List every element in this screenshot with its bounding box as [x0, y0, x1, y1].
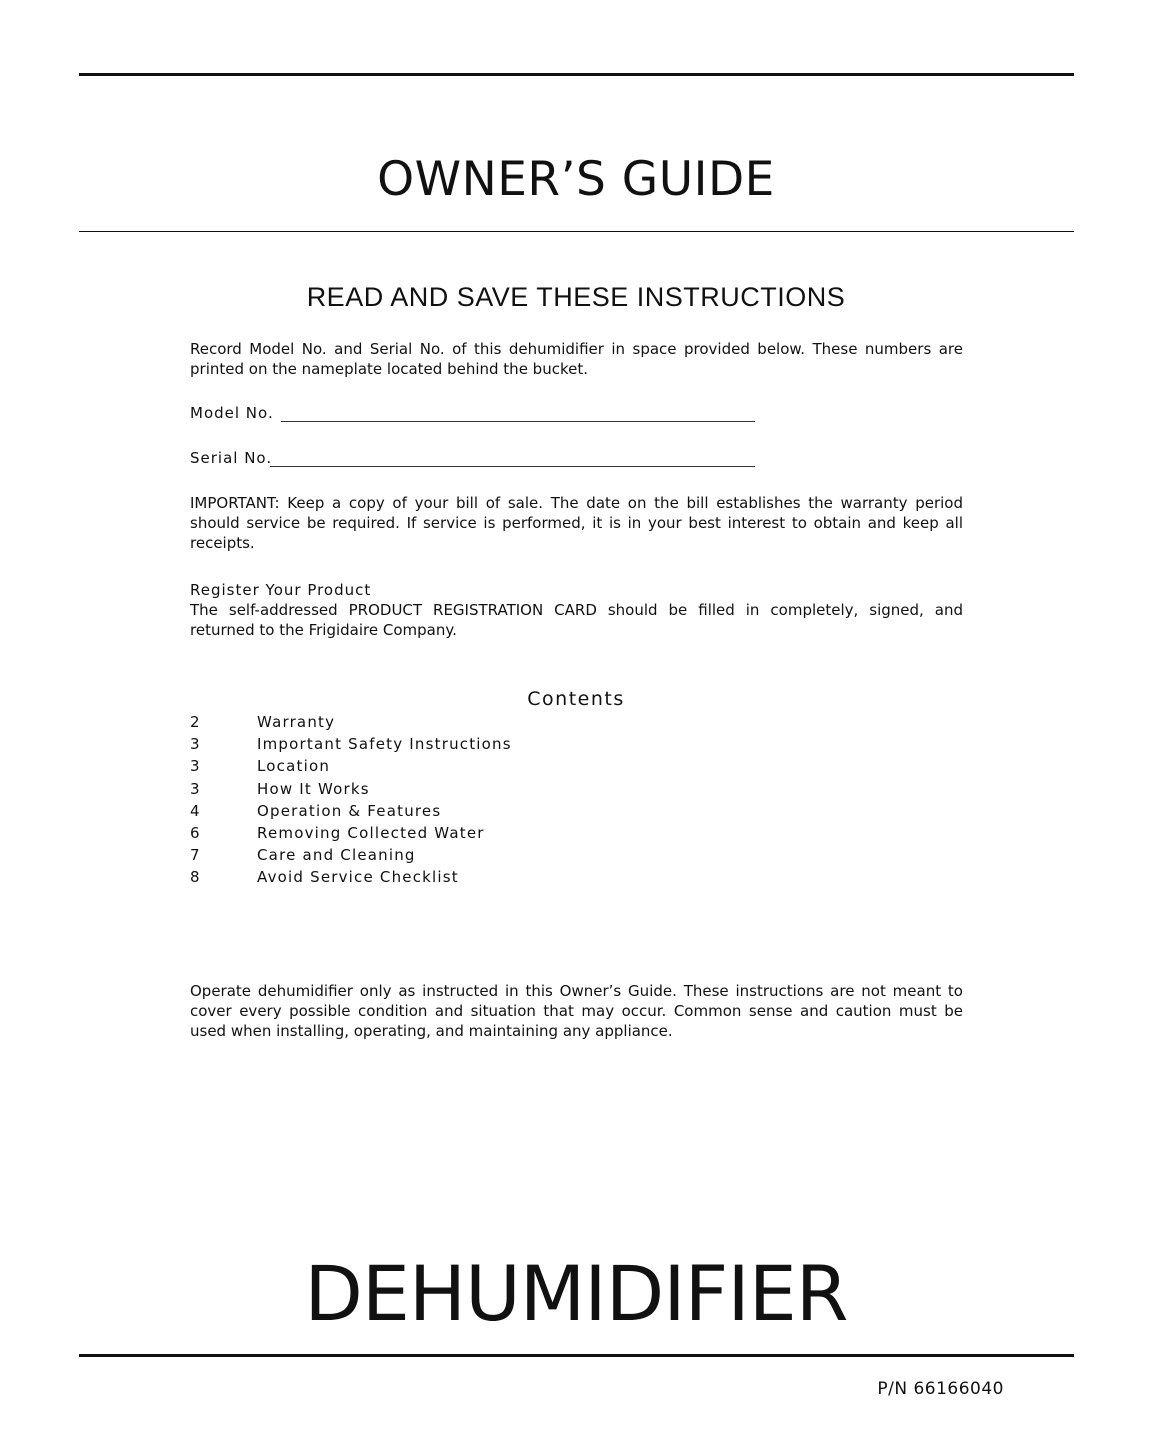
contents-title: Contents [527, 688, 625, 710]
contents-entry: Removing Collected Water [257, 823, 485, 842]
operate-paragraph: Operate dehumidifier only as instructed in this Owner’s Guide. These instructions are not meant to cover every possible condition and situation that may occur. Common sense and caution must be used when installing, operating, and maintaining any appliance. [190, 982, 963, 1040]
model-number-label: Model No. [190, 404, 274, 422]
contents-entry: How It Works [257, 779, 370, 798]
serial-number-blank [270, 466, 755, 467]
contents-item [190, 755, 690, 777]
contents-page-number: 6 [190, 823, 201, 842]
contents-entry: Important Safety Instructions [257, 735, 512, 754]
contents-entry: Avoid Service Checklist [257, 868, 459, 887]
contents-page-number: 4 [190, 801, 201, 820]
bottom-rule [79, 1354, 1074, 1357]
product-title: DEHUMIDIFIER [304, 1249, 848, 1338]
register-heading: Register Your Product [190, 581, 372, 599]
contents-page-number: 7 [190, 846, 201, 865]
contents-page-number: 3 [190, 735, 201, 754]
register-paragraph: The self-addressed PRODUCT REGISTRATION CARD should be filled in completely, signed, and returned to the Frigidaire Company. [190, 601, 963, 639]
contents-item [190, 822, 690, 844]
important-paragraph: IMPORTANT: Keep a copy of your bill of sale. The date on the bill establishes the warranty period should service be required. If service is performed, it is in your best interest to obtain and keep all receipts. [190, 494, 963, 552]
contents-page-number: 8 [190, 868, 201, 887]
model-number-blank [281, 421, 755, 422]
contents-entry: Location [257, 757, 331, 776]
contents-item [190, 844, 690, 866]
top-rule [79, 73, 1074, 76]
serial-number-label: Serial No. [190, 449, 273, 467]
contents-item [190, 800, 690, 822]
contents-page-number: 3 [190, 757, 201, 776]
contents-item [190, 866, 690, 888]
part-number: P/N 66166040 [877, 1379, 1004, 1399]
title-rule [79, 231, 1074, 232]
record-paragraph: Record Model No. and Serial No. of this dehumidifier in space provided below. These numbers are printed on the nameplate located behind the bucket. [190, 340, 963, 378]
instructions-heading: READ AND SAVE THESE INSTRUCTIONS [306, 282, 846, 312]
contents-item [190, 711, 690, 733]
contents-entry: Care and Cleaning [257, 846, 416, 865]
model-number-field [190, 404, 755, 426]
register-section [190, 580, 963, 640]
contents-entry: Operation & Features [257, 801, 442, 820]
contents-page-number: 2 [190, 713, 201, 731]
contents-item [190, 733, 690, 755]
serial-number-field [190, 449, 755, 471]
page-title: OWNER’S GUIDE [377, 152, 775, 207]
contents-list [190, 711, 690, 889]
contents-entry: Warranty [257, 713, 336, 731]
contents-item [190, 778, 690, 800]
contents-page-number: 3 [190, 779, 201, 798]
